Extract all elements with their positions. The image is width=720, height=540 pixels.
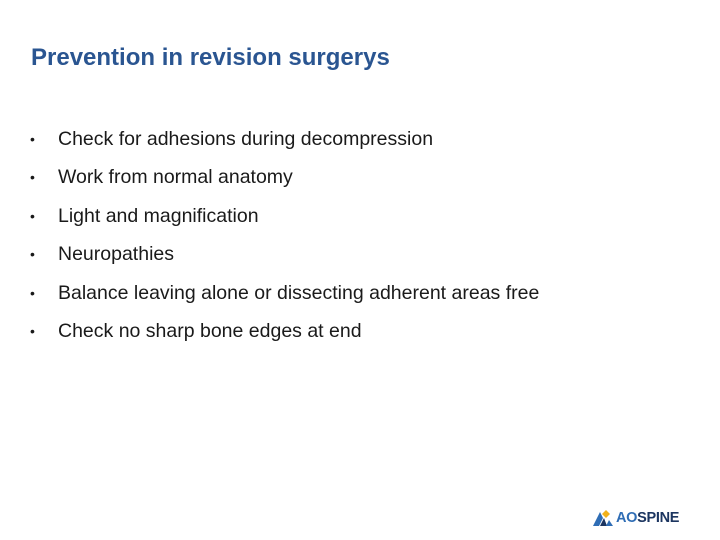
- bullet-icon: •: [30, 207, 35, 224]
- logo-wordmark: [616, 508, 679, 528]
- ao-spine-logo: [593, 508, 679, 528]
- logo-text-spine: SPINE: [637, 510, 680, 526]
- bullet-text: Balance leaving alone or dissecting adherent areas free: [58, 281, 540, 304]
- bullet-icon: •: [30, 169, 35, 186]
- ao-spine-logo-mark-icon: [593, 509, 613, 527]
- bullet-icon: •: [30, 246, 35, 263]
- logo-text-ao: AO: [616, 510, 638, 526]
- bullet-text: Check no sharp bone edges at end: [58, 319, 362, 342]
- bullet-text: Light and magnification: [58, 204, 259, 227]
- bullet-icon: •: [30, 322, 35, 339]
- bullet-icon: •: [30, 131, 35, 147]
- bullet-text: Work from normal anatomy: [58, 166, 293, 189]
- slide-title: Prevention in revision surgerys: [31, 44, 390, 71]
- bullet-text: Neuropathies: [58, 243, 174, 266]
- bullet-icon: •: [30, 284, 35, 301]
- bullet-text: Check for adhesions during decompression: [58, 128, 434, 150]
